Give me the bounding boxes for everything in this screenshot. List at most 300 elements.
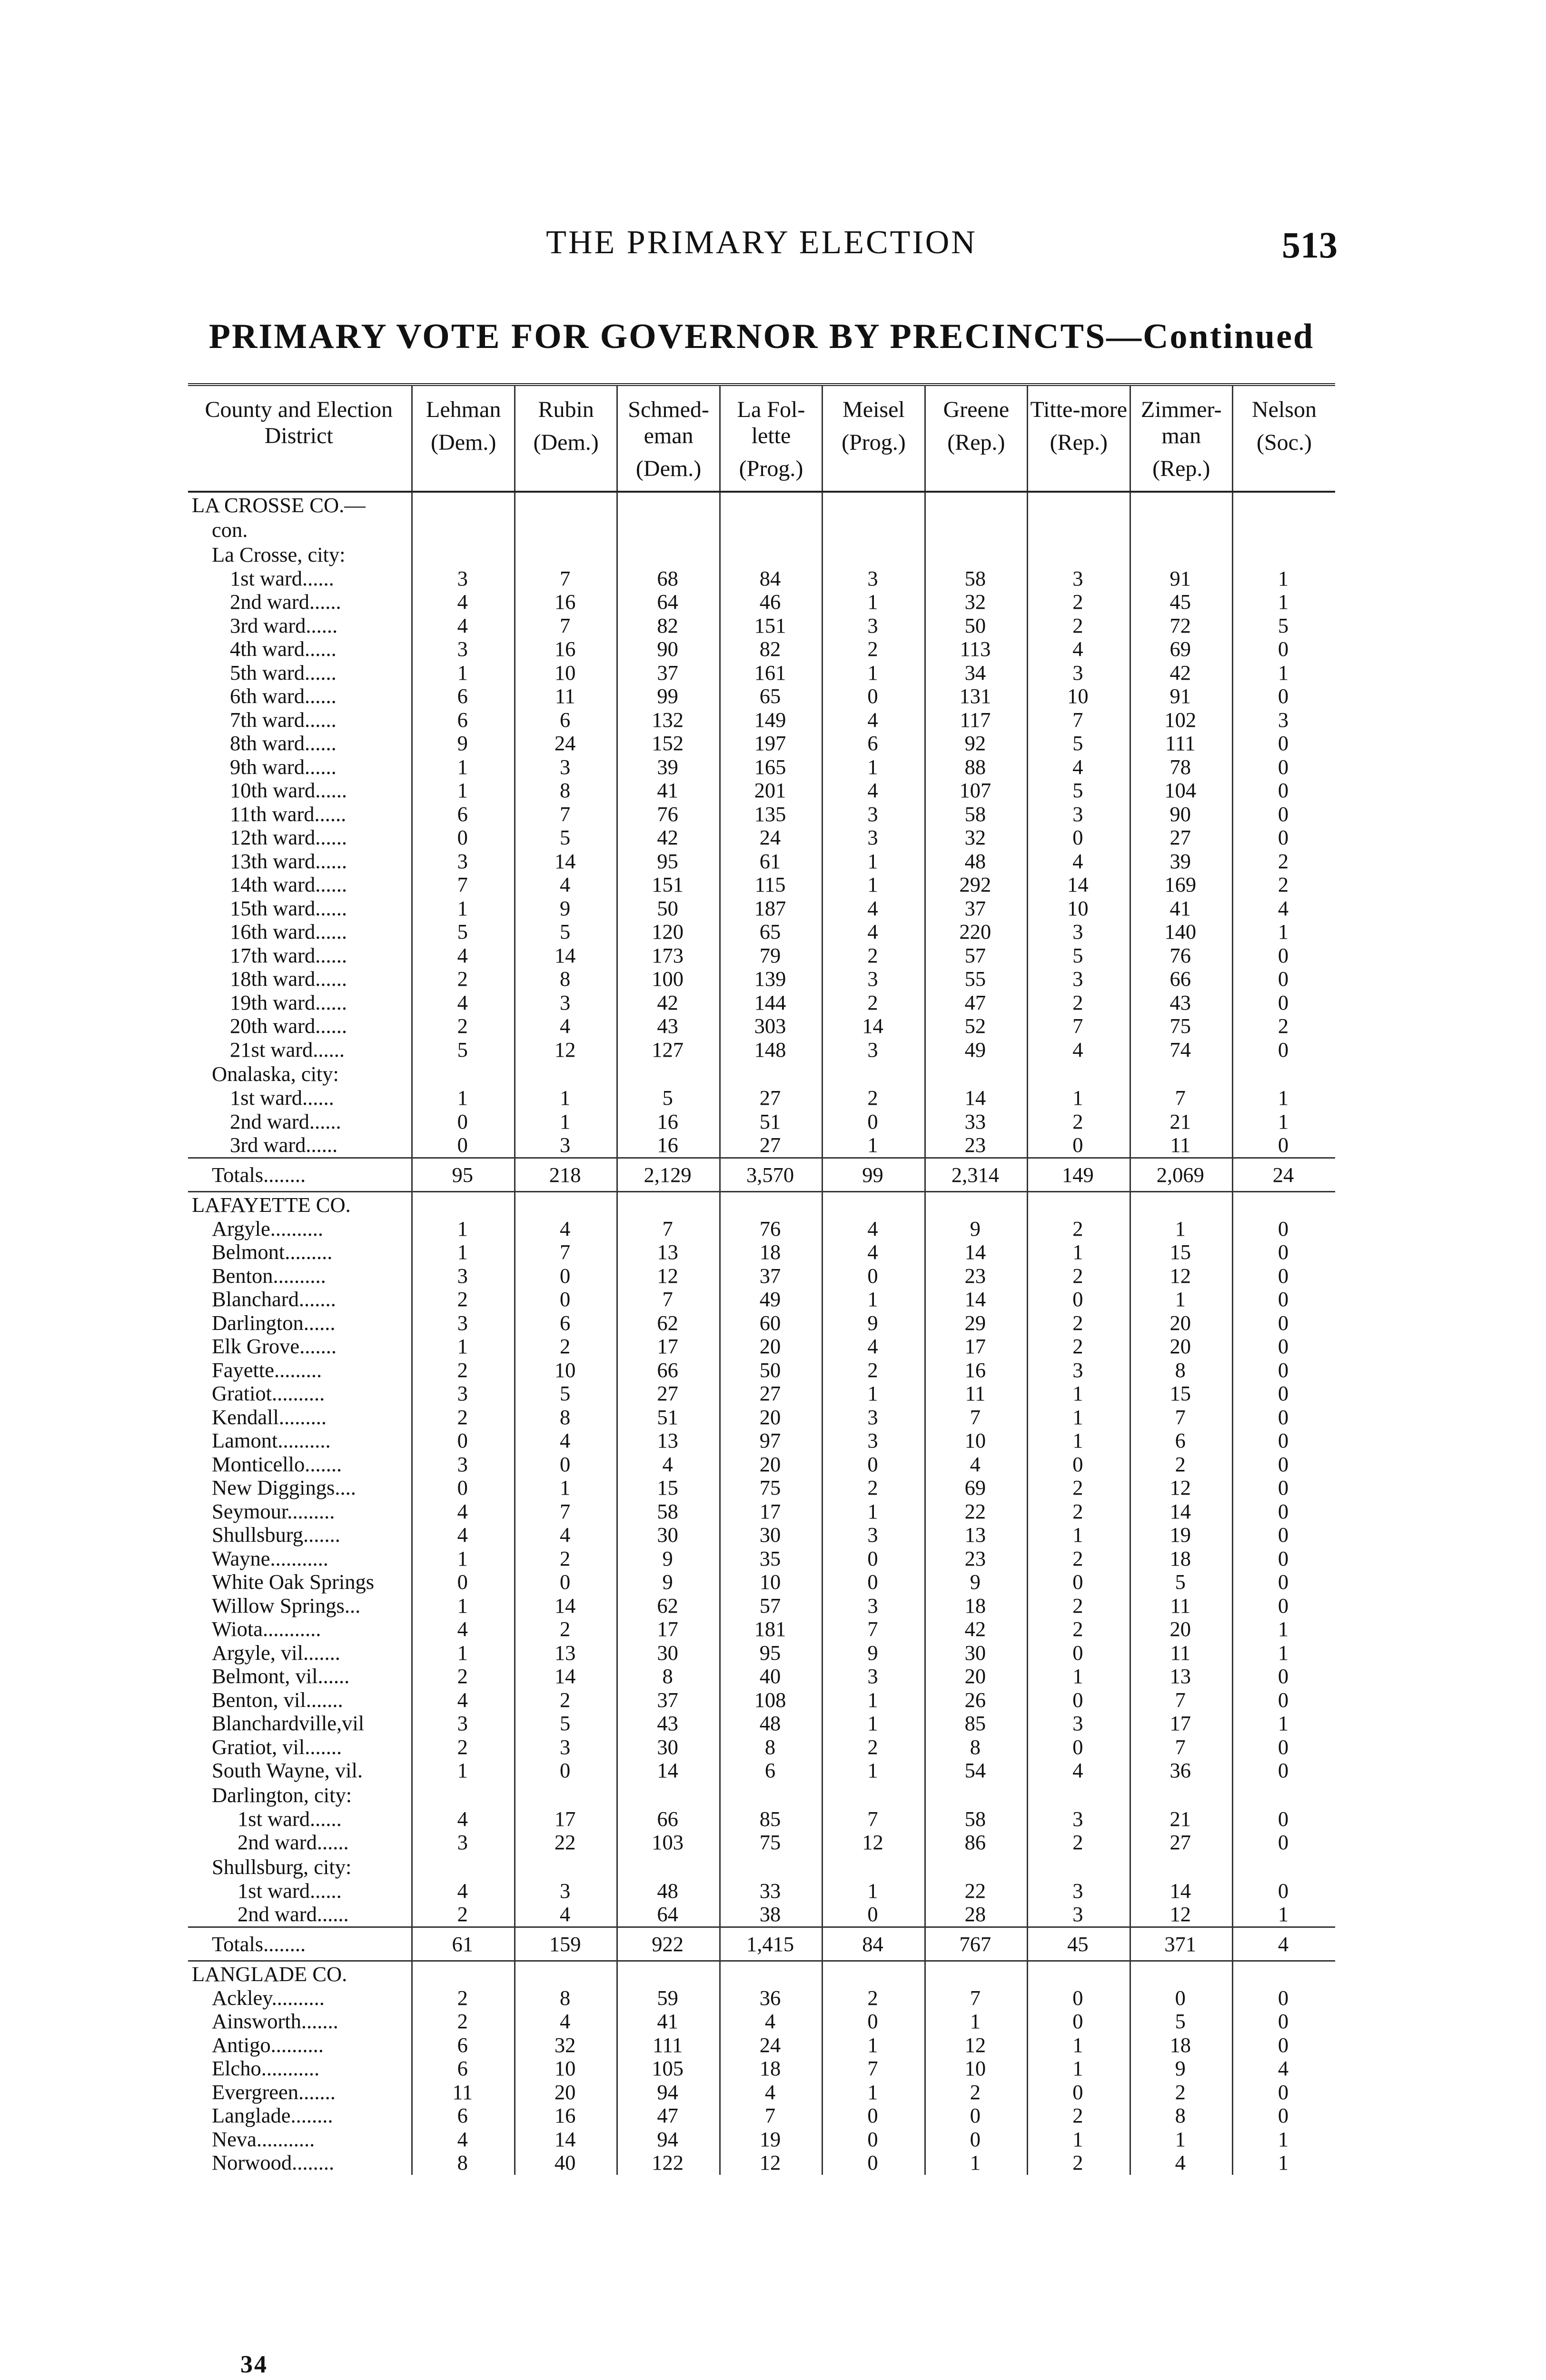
vote-cell: 18 [720,2057,822,2081]
vote-cell: 6 [720,1759,822,1783]
vote-cell: 3 [515,1879,617,1903]
vote-cell [1130,1191,1232,1217]
vote-cell: 3 [823,803,925,826]
vote-cell: 1 [1232,920,1335,944]
vote-cell [925,1854,1027,1879]
vote-cell: 6 [412,684,515,708]
vote-cell [1130,517,1232,542]
vote-cell [1232,1783,1335,1807]
vote-cell: 115 [720,873,822,897]
vote-cell: 148 [720,1038,822,1062]
column-header-candidate [1130,385,1232,492]
vote-cell: 58 [617,1500,720,1524]
district-name: Kendall......... [212,1405,327,1429]
table-row [188,1476,1335,1500]
vote-cell: 2 [412,967,515,991]
vote-cell: 3 [1028,1903,1130,1927]
vote-cell: 2 [823,991,925,1015]
vote-cell: 0 [1232,1240,1335,1264]
vote-cell: 303 [720,1014,822,1038]
vote-cell: 0 [823,2151,925,2175]
vote-cell: 3 [1028,920,1130,944]
vote-cell: 0 [1232,779,1335,803]
vote-cell [412,1961,515,1986]
vote-cell [925,1783,1027,1807]
table-row [188,1500,1335,1524]
vote-cell [720,492,822,517]
vote-cell: 4 [1232,897,1335,921]
district-name: Elk Grove....... [212,1335,337,1359]
table-row [188,920,1335,944]
vote-cell: 1 [1232,567,1335,591]
vote-cell: 1 [925,2151,1027,2175]
vote-cell: 1 [412,1547,515,1571]
district-name: 19th ward...... [230,991,347,1014]
district-name: Ainsworth....... [212,2010,338,2033]
vote-cell: 1 [1130,1288,1232,1311]
vote-cell: 8 [515,1986,617,2010]
vote-cell: 57 [720,1594,822,1618]
column-label: Lehman [426,397,501,422]
table-row [188,684,1335,708]
vote-cell [515,1191,617,1217]
vote-cell: 33 [925,1110,1027,1134]
vote-cell: 122 [617,2151,720,2175]
vote-cell: 0 [1232,1665,1335,1688]
vote-cell: 1 [823,2081,925,2104]
vote-cell [823,1191,925,1217]
vote-cell: 1 [412,1641,515,1665]
vote-cell: 16 [617,1110,720,1134]
vote-cell: 1 [823,755,925,779]
column-label: Zimmer-man [1140,397,1222,449]
vote-cell: 0 [1232,2033,1335,2057]
vote-cell: 0 [1232,1453,1335,1477]
column-party: (Prog.) [842,430,906,456]
vote-cell: 0 [1028,826,1130,850]
column-party: (Rep.) [1152,456,1210,482]
district-name: 17th ward...... [230,943,347,967]
district-name: 9th ward...... [230,755,337,779]
vote-cell: 95 [720,1641,822,1665]
vote-cell: 7 [515,1500,617,1524]
vote-cell: 3 [823,1594,925,1618]
section-heading-row [188,492,1335,517]
vote-cell: 0 [823,2010,925,2033]
column-header-candidate [1028,385,1130,492]
vote-cell: 17 [925,1335,1027,1359]
table-row [188,897,1335,921]
vote-cell: 161 [720,661,822,685]
vote-cell: 4 [412,1807,515,1831]
vote-cell: 0 [1232,1735,1335,1759]
table-row [188,1594,1335,1618]
vote-cell [412,1061,515,1086]
vote-cell: 99 [823,1158,925,1191]
table-row [188,2151,1335,2175]
vote-cell: 0 [412,1133,515,1158]
vote-cell: 55 [925,967,1027,991]
vote-cell: 40 [720,1665,822,1688]
vote-cell: 0 [1028,1288,1130,1311]
vote-cell: 3 [823,967,925,991]
vote-cell: 1 [412,661,515,685]
vote-cell: 1 [412,1086,515,1110]
vote-cell: 4 [720,2081,822,2104]
column-label: Greene [943,397,1010,422]
vote-cell: 4 [823,897,925,921]
vote-cell: 1 [1232,1903,1335,1927]
vote-cell: 0 [1028,1133,1130,1158]
vote-cell: 30 [617,1523,720,1547]
vote-cell: 10 [515,661,617,685]
vote-cell: 14 [515,1665,617,1688]
district-name: Belmont......... [212,1240,333,1264]
vote-cell: 64 [617,1903,720,1927]
vote-cell: 3 [823,1406,925,1429]
vote-cell: 32 [925,826,1027,850]
vote-cell: 34 [925,661,1027,685]
vote-cell: 4 [1130,2151,1232,2175]
table-row [188,1759,1335,1783]
vote-cell: 6 [412,803,515,826]
district-name: 1st ward...... [230,1086,334,1110]
table-row [188,1110,1335,1134]
vote-cell: 1 [823,1500,925,1524]
vote-cell [1232,517,1335,542]
vote-cell: 3 [823,826,925,850]
vote-cell: 13 [925,1523,1027,1547]
vote-cell: 90 [1130,803,1232,826]
column-label: Nelson [1251,397,1317,422]
vote-cell: 79 [720,944,822,968]
district-name: 2nd ward...... [238,1903,349,1926]
section-heading-row [188,1783,1335,1807]
vote-cell: 14 [1028,873,1130,897]
vote-cell: 14 [925,1240,1027,1264]
vote-cell: 9 [823,1311,925,1335]
vote-cell: 5 [515,920,617,944]
vote-cell: 5 [617,1086,720,1110]
vote-cell: 19 [720,2128,822,2152]
vote-cell: 30 [617,1641,720,1665]
vote-cell: 0 [1028,2010,1130,2033]
vote-cell: 12 [720,2151,822,2175]
vote-cell: 220 [925,920,1027,944]
vote-cell: 75 [720,1476,822,1500]
vote-cell: 65 [720,684,822,708]
vote-cell [823,1783,925,1807]
vote-cell: 2 [515,1688,617,1712]
district-name: Monticello....... [212,1452,342,1476]
vote-cell: 1,415 [720,1927,822,1961]
vote-cell: 1 [1232,1086,1335,1110]
vote-cell: 108 [720,1688,822,1712]
vote-cell: 5 [1130,1570,1232,1594]
vote-cell: 4 [515,1903,617,1927]
vote-cell: 0 [1232,967,1335,991]
vote-cell: 2 [1028,1311,1130,1335]
vote-cell: 2 [823,1086,925,1110]
district-name: 3rd ward...... [230,614,338,637]
page-number: 513 [1282,224,1338,266]
vote-cell: 0 [515,1288,617,1311]
section-heading: La Crosse, city: [212,542,346,566]
vote-cell: 12 [1130,1264,1232,1288]
vote-cell: 94 [617,2128,720,2152]
vote-cell: 22 [925,1500,1027,1524]
vote-cell [823,492,925,517]
vote-cell: 6 [412,708,515,732]
vote-cell: 15 [1130,1240,1232,1264]
vote-cell: 2 [412,1903,515,1927]
vote-cell: 58 [925,803,1027,826]
vote-cell: 0 [1232,1217,1335,1241]
vote-cell: 13 [617,1240,720,1264]
column-label: Titte-more [1030,397,1128,422]
vote-cell: 140 [1130,920,1232,944]
vote-cell: 2 [412,1359,515,1382]
vote-cell: 42 [617,991,720,1015]
vote-cell: 1 [412,1594,515,1618]
vote-cell: 37 [720,1264,822,1288]
vote-cell: 20 [1130,1335,1232,1359]
vote-cell: 27 [1130,1831,1232,1854]
table-row [188,1986,1335,2010]
vote-cell: 66 [1130,967,1232,991]
vote-cell: 1 [515,1110,617,1134]
vote-cell: 50 [925,614,1027,638]
vote-cell: 58 [925,1807,1027,1831]
vote-table [188,383,1335,2175]
vote-cell: 2 [1232,1014,1335,1038]
section-heading: LAFAYETTE CO. [192,1192,351,1217]
vote-cell: 12 [1130,1903,1232,1927]
table-row [188,1879,1335,1903]
vote-cell: 7 [412,873,515,897]
vote-cell: 16 [925,1359,1027,1382]
table-row [188,873,1335,897]
vote-cell: 0 [1232,1311,1335,1335]
vote-cell: 69 [925,1476,1027,1500]
vote-cell: 0 [515,1453,617,1477]
vote-cell: 3 [412,1453,515,1477]
vote-cell [1028,517,1130,542]
district-name: Shullsburg....... [212,1523,340,1547]
vote-cell: 0 [412,1110,515,1134]
vote-cell: 75 [1130,1014,1232,1038]
vote-cell: 24 [720,2033,822,2057]
vote-cell: 0 [1232,1429,1335,1453]
vote-cell: 45 [1028,1927,1130,1961]
district-name: New Diggings.... [212,1476,356,1500]
vote-cell: 2 [412,1014,515,1038]
vote-cell: 3 [515,1133,617,1158]
table-row [188,2033,1335,2057]
vote-cell: 1 [412,1759,515,1783]
vote-cell: 10 [515,1359,617,1382]
vote-cell: 2 [823,1986,925,2010]
vote-cell: 2 [925,2081,1027,2104]
vote-cell: 2 [412,1986,515,2010]
vote-cell: 0 [1028,1453,1130,1477]
vote-cell: 42 [925,1617,1027,1641]
vote-cell: 41 [617,779,720,803]
vote-cell: 16 [515,2104,617,2128]
district-name: 2nd ward...... [230,590,341,614]
vote-cell: 2 [1028,2151,1130,2175]
vote-cell: 13 [617,1429,720,1453]
vote-cell: 32 [515,2033,617,2057]
column-label: Rubin [538,397,594,422]
vote-cell: 9 [1130,2057,1232,2081]
vote-cell [720,1783,822,1807]
vote-cell: 4 [515,873,617,897]
vote-cell: 84 [720,567,822,591]
vote-cell [720,1061,822,1086]
vote-cell: 4 [412,1879,515,1903]
table-row [188,1712,1335,1735]
vote-cell: 50 [720,1359,822,1382]
vote-cell [1130,1783,1232,1807]
vote-cell: 5 [1232,614,1335,638]
vote-cell: 95 [412,1158,515,1191]
vote-cell: 151 [617,873,720,897]
vote-cell: 36 [1130,1759,1232,1783]
vote-cell: 0 [1232,1359,1335,1382]
column-label: Schmed-eman [628,397,709,449]
section-heading-row [188,542,1335,567]
vote-cell: 3 [823,1523,925,1547]
vote-cell: 26 [925,1688,1027,1712]
vote-cell: 50 [617,897,720,921]
vote-cell: 30 [925,1641,1027,1665]
vote-cell: 2 [1028,1500,1130,1524]
vote-cell: 1 [1028,1382,1130,1406]
vote-cell: 24 [1232,1158,1335,1191]
vote-cell: 4 [617,1453,720,1477]
district-name: Belmont, vil...... [212,1665,350,1688]
column-label: Meisel [842,397,905,422]
vote-cell [1232,1961,1335,1986]
vote-cell: 197 [720,732,822,755]
table-row [188,2081,1335,2104]
vote-cell: 12 [925,2033,1027,2057]
vote-cell: 5 [412,1038,515,1062]
vote-cell: 0 [1232,1831,1335,1854]
column-party: (Prog.) [739,456,803,482]
vote-cell: 4 [1028,850,1130,873]
vote-cell [617,492,720,517]
vote-cell: 66 [617,1359,720,1382]
district-name: Seymour......... [212,1499,335,1523]
vote-cell: 75 [720,1831,822,1854]
vote-cell: 19 [1130,1523,1232,1547]
vote-cell: 5 [412,920,515,944]
section-heading-row [188,1191,1335,1217]
vote-cell: 4 [1028,1759,1130,1783]
vote-cell: 111 [617,2033,720,2057]
table-row [188,1359,1335,1382]
vote-cell: 90 [617,637,720,661]
section-heading-row [188,1854,1335,1879]
vote-cell: 0 [1232,684,1335,708]
vote-cell: 767 [925,1927,1027,1961]
vote-cell: 1 [1232,1641,1335,1665]
vote-cell: 0 [1232,1476,1335,1500]
vote-cell: 1 [1028,1406,1130,1429]
vote-cell: 27 [720,1133,822,1158]
vote-cell: 2,129 [617,1158,720,1191]
vote-cell: 3 [412,850,515,873]
vote-cell: 54 [925,1759,1027,1783]
vote-cell: 6 [823,732,925,755]
totals-label: Totals........ [188,1927,412,1961]
vote-cell: 9 [925,1217,1027,1241]
vote-cell: 1 [823,1879,925,1903]
vote-cell: 10 [925,2057,1027,2081]
section-heading: Onalaska, city: [212,1062,339,1086]
vote-cell: 2 [1028,1617,1130,1641]
section-heading-row [188,1961,1335,1986]
vote-cell: 4 [720,2010,822,2033]
district-name: 5th ward...... [230,661,337,684]
vote-cell [412,492,515,517]
district-name: Evergreen....... [212,2080,336,2104]
vote-cell: 4 [823,1217,925,1241]
vote-cell: 82 [617,614,720,638]
vote-cell: 61 [720,850,822,873]
vote-cell: 7 [1130,1406,1232,1429]
table-row [188,1570,1335,1594]
vote-cell: 7 [823,2057,925,2081]
column-party: (Rep.) [947,430,1005,456]
vote-cell: 20 [720,1453,822,1477]
vote-cell [925,517,1027,542]
district-name: 2nd ward...... [238,1831,349,1854]
vote-cell: 0 [823,1264,925,1288]
district-name: Wayne........... [212,1547,328,1570]
vote-cell: 14 [1130,1500,1232,1524]
vote-cell: 1 [412,897,515,921]
vote-cell: 0 [1232,2104,1335,2128]
vote-cell: 58 [925,567,1027,591]
table-row [188,1133,1335,1158]
vote-cell: 14 [823,1014,925,1038]
table-row [188,967,1335,991]
vote-cell: 1 [1232,661,1335,685]
vote-cell: 6 [515,1311,617,1335]
vote-cell: 0 [1028,1688,1130,1712]
vote-cell: 7 [515,803,617,826]
vote-cell [412,1854,515,1879]
vote-cell: 8 [617,1665,720,1688]
vote-cell: 20 [720,1335,822,1359]
vote-cell: 111 [1130,732,1232,755]
vote-cell: 2 [1028,2104,1130,2128]
vote-cell [925,1191,1027,1217]
vote-cell: 2 [1232,873,1335,897]
vote-cell: 2 [823,944,925,968]
vote-cell [515,1854,617,1879]
vote-cell: 4 [823,1240,925,1264]
table-row [188,1335,1335,1359]
column-party: (Soc.) [1257,430,1312,456]
vote-cell: 0 [823,684,925,708]
vote-cell: 47 [925,991,1027,1015]
vote-cell: 1 [823,1759,925,1783]
vote-cell: 4 [515,1217,617,1241]
